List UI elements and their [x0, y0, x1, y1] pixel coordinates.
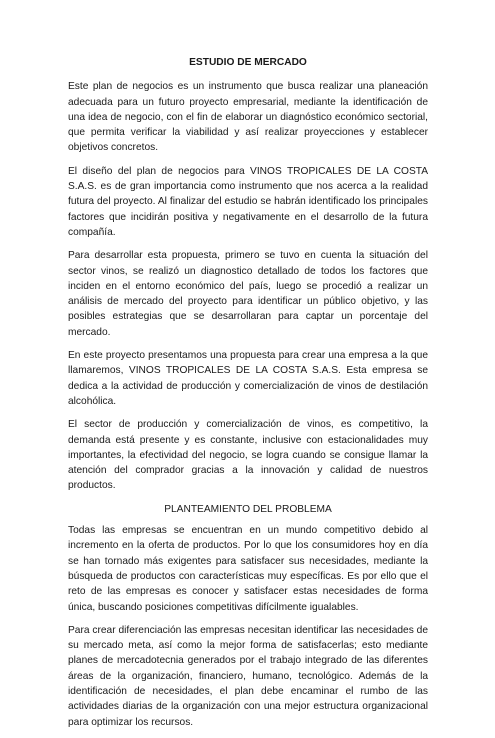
paragraph-intro-4: En este proyecto presentamos una propuesta para crear una empresa a la que llamaremos, VINOS TROPICALES DE LA COSTA S.A.S. Esta empresa se dedica a la actividad de producción y comercialización de vinos de destilación alcohólica. [68, 350, 428, 407]
section-heading: PLANTEAMIENTO DEL PROBLEMA [164, 503, 332, 515]
paragraph-intro-1: Este plan de negocios es un instrumento que busca realizar una planeación adecuada para un futuro proyecto empresarial, mediante la identificación de una idea de negocio, con el fin de elaborar un diagnóstico económico sectorial, que permita verificar la viabilidad y así realizar proyecciones y establecer objetivos concretos. [68, 81, 428, 154]
paragraph-problem-2: Para crear diferenciación las empresas necesitan identificar las necesidades de su mercado meta, así como la mejor forma de satisfacerlas; esto mediante planes de mercadotecnia generados por el trabajo integrado de las diferentes áreas de la organización, financiero, humano, tecnológico. Además de la identificación de necesidades, el plan debe encaminar el rumbo de las actividades diarias de la organización con una mejor estructura organizacional para optimizar los recursos. [68, 624, 428, 728]
paragraph-intro-2: El diseño del plan de negocios para VINOS TROPICALES DE LA COSTA S.A.S. es de gran importancia como instrumento que nos acerca a la realidad futura del proyecto. Al finalizar del estudio se habrán identificado los principales factores que incidirán positiva y negativamente en el desarrollo de la futura compañía. [68, 165, 428, 238]
paragraph-intro-3: Para desarrollar esta propuesta, primero se tuvo en cuenta la situación del sector vinos, se realizó un diagnostico detallado de todos los factores que inciden en el entorno económico del país, luego se procedió a realizar un análisis de mercado del proyecto para identificar un público objetivo, y las posibles estrategias que se desarrollaran para captar un porcentaje del mercado. [68, 250, 428, 338]
paragraph-intro-5: El sector de producción y comercialización de vinos, es competitivo, la demanda está presente y es constante, inclusive con estacionalidades muy importantes, la efectividad del negocio, se logra cuando se consigue llamar la atención del comprador gracias a la innovación y calidad de nuestros productos. [68, 419, 428, 492]
document-title: ESTUDIO DE MERCADO [189, 57, 307, 68]
paragraph-problem-1: Todas las empresas se encuentran en un mundo competitivo debido al incremento en la oferta de productos. Por lo que los consumidores hoy en día se han tornado más exigentes para satisfacer sus necesidades, mediante la búsqueda de productos con características muy específicas. Es por ello que el reto de las empresas es conocer y satisfacer estas necesidades de forma única, buscando posiciones competitivas difícilmente igualables. [68, 525, 428, 613]
document-body [68, 55, 428, 738]
